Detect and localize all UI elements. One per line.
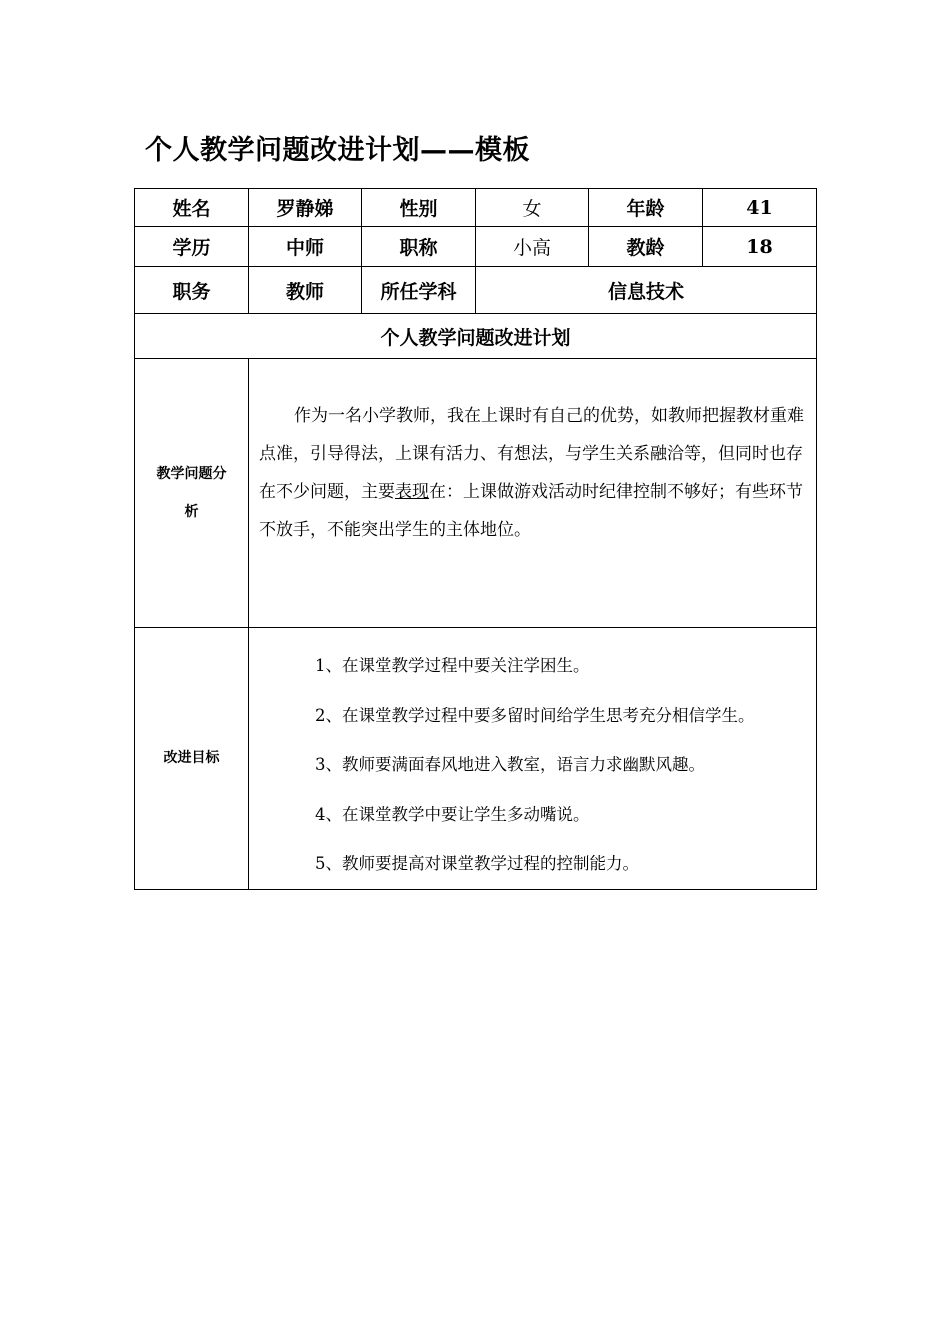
- info-row-1: [135, 189, 817, 227]
- education-value: 中师: [249, 227, 362, 267]
- info-row-3: [135, 267, 817, 314]
- years-label: 教龄: [589, 227, 703, 267]
- goal-item: 5、教师要提高对课堂教学过程的控制能力。: [315, 854, 639, 873]
- goals-label: [135, 628, 249, 890]
- goal-item: 1、在课堂教学过程中要关注学困生。: [315, 656, 590, 675]
- goals-row: [135, 628, 817, 890]
- age-value: 41: [703, 189, 817, 227]
- subject-label: 所任学科: [362, 267, 476, 314]
- page-title: 个人教学问题改进计划——模板: [145, 135, 530, 166]
- analysis-label: [135, 359, 249, 628]
- analysis-label-line1: 教学问题分: [156, 466, 227, 482]
- info-row-2: [135, 227, 817, 267]
- goals-list: [249, 628, 816, 889]
- plan-heading-row: [135, 314, 817, 359]
- name-label: 姓名: [135, 189, 249, 227]
- gender-value: 女: [476, 189, 589, 227]
- goal-item: 2、在课堂教学过程中要多留时间给学生思考充分相信学生。: [315, 705, 755, 725]
- analysis-label-line2: 析: [184, 504, 199, 520]
- analysis-row: [135, 359, 817, 628]
- analysis-text-part2: 在：上课做游戏活动时纪律控制不够好；有些环节不放手，不能突出学生的主体地位。: [259, 482, 803, 540]
- subject-value: 信息技术: [476, 267, 817, 314]
- position-label: 职务: [135, 267, 249, 314]
- rank-label: 职称: [362, 227, 476, 267]
- goal-item: 3、教师要满面春风地进入教室，语言力求幽默风趣。: [315, 755, 705, 774]
- improvement-plan-table: [134, 188, 817, 890]
- education-label: 学历: [135, 227, 249, 267]
- analysis-text-underlined: 表现: [395, 482, 429, 502]
- analysis-content: [249, 359, 817, 628]
- goal-item: 4、在课堂教学中要让学生多动嘴说。: [315, 804, 590, 824]
- plan-heading: 个人教学问题改进计划: [135, 314, 817, 359]
- position-value: 教师: [249, 267, 362, 314]
- goals-content: [249, 628, 817, 890]
- analysis-text: [249, 359, 816, 549]
- gender-label: 性别: [362, 189, 476, 227]
- goals-label-text: 改进目标: [163, 750, 220, 767]
- years-value: 18: [703, 227, 817, 267]
- analysis-text-part1: 作为一名小学教师，我在上课时有自己的优势，如教师把握教材重难点准，引导得法，上课有活力、有想法，与学生关系融洽等，但同时也存在不少问题，主要: [259, 406, 804, 502]
- rank-value: 小高: [476, 227, 589, 267]
- name-value: 罗静娣: [249, 189, 362, 227]
- age-label: 年龄: [589, 189, 703, 227]
